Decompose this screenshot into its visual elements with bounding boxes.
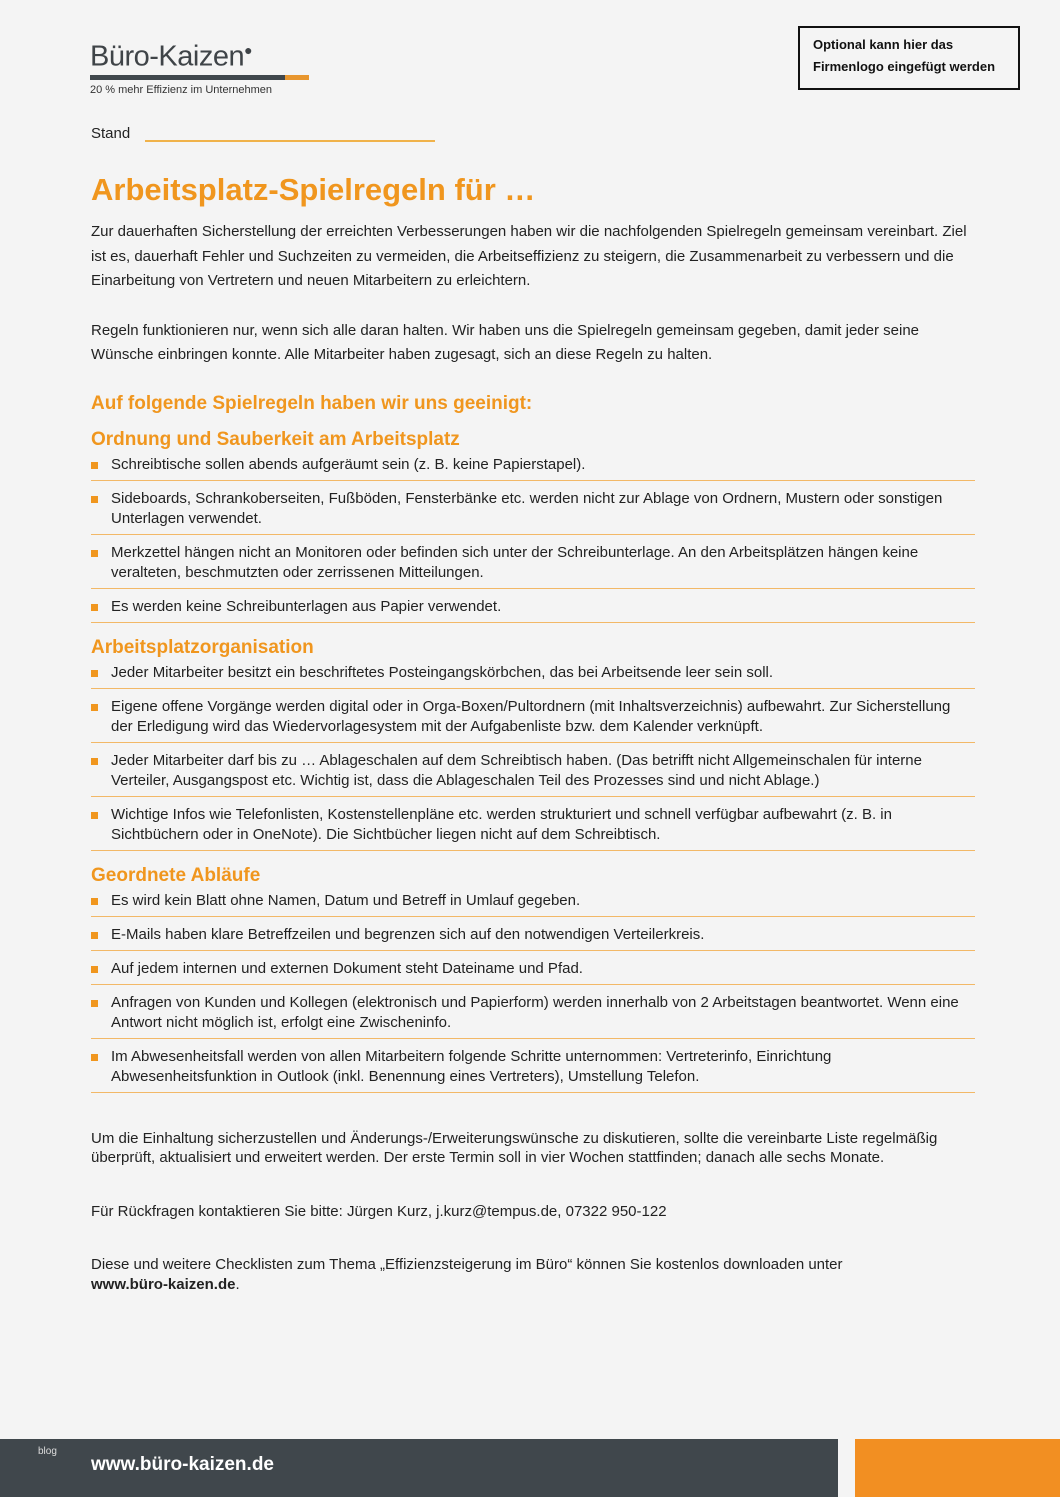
logobox-line2: Firmenlogo eingefügt werden — [813, 59, 996, 74]
section-title: Geordnete Abläufe — [91, 864, 261, 886]
list-item-text: Merkzettel hängen nicht an Monitoren oder befinden sich unter der Schreibunterlage. An den Arbeitsplätzen hängen keine veralteten, beschmutzten oder zerrissenen Mitteilungen. — [111, 543, 919, 581]
list-item-text: Wichtige Infos wie Telefonlisten, Kostenstellenpläne etc. werden strukturiert und schnell verfügbar aufbewahrt (z. B. in Sichtbüchern oder in OneNote). Die Sichtbücher liegen nicht auf dem Schreibtisch. — [111, 805, 892, 843]
list-item-text: Es werden keine Schreibunterlagen aus Papier verwendet. — [111, 597, 502, 615]
list-item — [91, 749, 975, 797]
stand-label: Stand — [91, 125, 131, 142]
list-item — [91, 889, 975, 917]
section-title: Ordnung und Sauberkeit am Arbeitsplatz — [91, 428, 460, 450]
list-item — [91, 991, 975, 1039]
list-item-text: Auf jedem internen und externen Dokument steht Dateiname und Pfad. — [111, 959, 583, 977]
footer-bar — [0, 1439, 838, 1497]
list-item-text: Anfragen von Kunden und Kollegen (elektronisch und Papierform) werden innerhalb von 2 Arbeitstagen beantwortet. Wenn eine Antwort nicht möglich ist, erfolgt eine Zwischeninfo. — [111, 993, 959, 1031]
list-item-text: Sideboards, Schrankoberseiten, Fußböden, Fensterbänke etc. werden nicht zur Ablage von Ordnern, Mustern oder sonstigen Unterlagen verwendet. — [111, 489, 943, 527]
footer-accent — [855, 1439, 1060, 1497]
download-link[interactable]: www.büro-kaizen.de — [91, 1275, 236, 1293]
list-item — [91, 957, 975, 985]
logo-name: Büro-Kaizen — [90, 40, 245, 73]
bullet-square-icon — [91, 812, 98, 819]
bullet-square-icon — [91, 462, 98, 469]
logo-placeholder-box — [798, 26, 1020, 90]
stand-field — [91, 124, 435, 142]
list-item-text: Im Abwesenheitsfall werden von allen Mitarbeitern folgende Schritte unternommen: Vertreterinfo, Einrichtung Abwesenheitsfunktion in Outlook (inkl. Benennung eines Vertreters), Umstellung Telefon. — [111, 1047, 832, 1085]
list-item-text: Jeder Mitarbeiter darf bis zu … Ablageschalen auf dem Schreibtisch haben. (Das betrifft nicht Allgemeinschalen für interne Verteiler, Ausgangspost etc. Wichtig ist, dass die Ablageschalen Teil des Prozesses sind und nicht Ablage.) — [111, 751, 922, 789]
list-item — [91, 487, 975, 535]
rule-list — [91, 661, 975, 851]
stand-line[interactable] — [145, 124, 435, 142]
rule-list — [91, 453, 975, 623]
bullet-square-icon — [91, 1054, 98, 1061]
list-item — [91, 595, 975, 623]
rules-subtitle: Auf folgende Spielregeln haben wir uns geeinigt: — [91, 392, 533, 414]
list-item-text: Es wird kein Blatt ohne Namen, Datum und Betreff in Umlauf gegeben. — [111, 891, 581, 909]
bullet-square-icon — [91, 604, 98, 611]
list-item-text: E-Mails haben klare Betreffzeilen und begrenzen sich auf den notwendigen Verteilerkreis. — [111, 925, 705, 943]
list-item-text: Eigene offene Vorgänge werden digital oder in Orga-Boxen/Pultordnern (mit Inhaltsverzeichnis) aufbewahrt. Zur Sicherstellung der Erledigung wird das Wiedervorlagesystem mit der Aufgabenliste bzw. dem Kalender verknüpft. — [111, 697, 951, 735]
list-item — [91, 661, 975, 689]
bullet-square-icon — [91, 704, 98, 711]
rule-list — [91, 889, 975, 1093]
section-title: Arbeitsplatzorganisation — [91, 636, 314, 658]
bullet-square-icon — [91, 1000, 98, 1007]
intro-paragraph: Regeln funktionieren nur, wenn sich alle daran halten. Wir haben uns die Spielregeln gemeinsam gegeben, damit jeder seine Wünsche einbringen konnte. Alle Mitarbeiter haben zugesagt, sich an diese Regeln zu halten. — [91, 321, 920, 363]
review-paragraph: Um die Einhaltung sicherzustellen und Änderungs-/Erweiterungswünsche zu diskutieren, sollte die vereinbarte Liste regelmäßig überprüft, aktualisiert und erweitert werden. Der erste Termin soll in vier Wochen stattfinden; danach alle sechs Monate. — [91, 1129, 938, 1166]
bullet-square-icon — [91, 670, 98, 677]
logo-dot-icon: ● — [244, 42, 253, 58]
list-item — [91, 453, 975, 481]
list-item — [91, 695, 975, 743]
bullet-square-icon — [91, 966, 98, 973]
logo — [90, 34, 309, 96]
intro-paragraph: Zur dauerhaften Sicherstellung der erreichten Verbesserungen haben wir die nachfolgenden Spielregeln gemeinsam vereinbart. Ziel ist es, dauerhaft Fehler und Suchzeiten zu vermeiden, die Arbeitseffizienz zu steigern, die Zusammenarbeit zu verbessern und die Einarbeitung von Vertretern und neuen Mitarbeitern zu erleichtern. — [91, 223, 967, 289]
list-item — [91, 803, 975, 851]
list-item — [91, 923, 975, 951]
list-item — [91, 1045, 975, 1093]
footer-url[interactable]: www.büro-kaizen.de — [91, 1454, 274, 1475]
document-body — [91, 172, 975, 1328]
list-item — [91, 541, 975, 589]
bullet-square-icon — [91, 898, 98, 905]
download-paragraph: Diese und weitere Checklisten zum Thema „Effizienzsteigerung im Büro“ können Sie kostenlos downloaden unter www.büro-kaizen.de. — [91, 1256, 843, 1293]
bullet-square-icon — [91, 932, 98, 939]
list-item-text: Jeder Mitarbeiter besitzt ein beschriftetes Posteingangskörbchen, das bei Arbeitsende leer sein soll. — [111, 663, 774, 681]
logo-tagline: 20 % mehr Effizienz im Unternehmen — [90, 83, 272, 96]
outro — [91, 1129, 975, 1295]
bullet-square-icon — [91, 550, 98, 557]
bullet-square-icon — [91, 758, 98, 765]
page-title: Arbeitsplatz-Spielregeln für … — [91, 172, 536, 207]
footer-blog: blog — [38, 1446, 57, 1457]
logobox-line1: Optional kann hier das — [813, 37, 954, 52]
contact-paragraph: Für Rückfragen kontaktieren Sie bitte: Jürgen Kurz, j.kurz@tempus.de, 07322 950-122 — [91, 1202, 667, 1220]
list-item-text: Schreibtische sollen abends aufgeräumt sein (z. B. keine Papierstapel). — [111, 455, 586, 473]
bullet-square-icon — [91, 496, 98, 503]
logo-bar — [90, 75, 309, 80]
